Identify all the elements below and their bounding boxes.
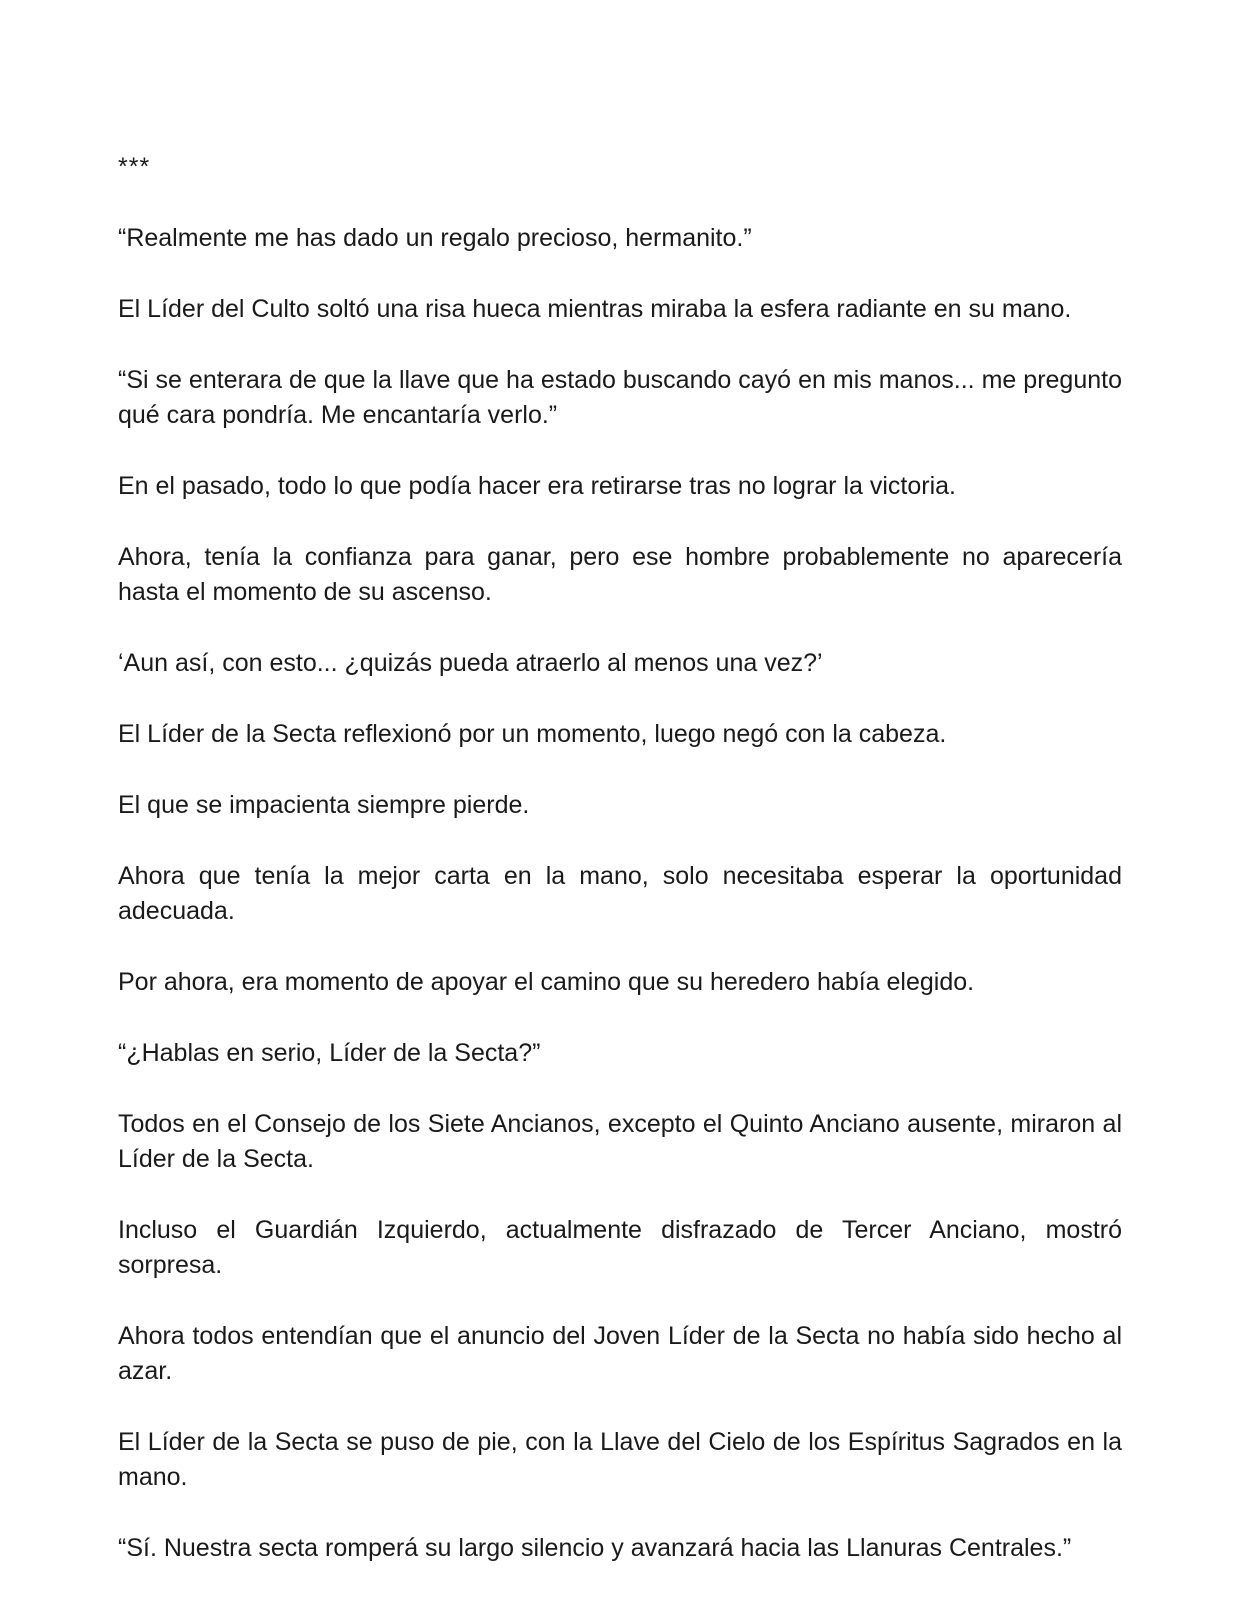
paragraph: El que se impacienta siempre pierde. xyxy=(118,791,530,819)
paragraph: En el pasado, todo lo que podía hacer era retirarse tras no lograr la victoria. xyxy=(118,472,956,500)
paragraph: Ahora que tenía la mejor carta en la mano, solo necesitaba esperar la oportunidad adecuada. xyxy=(118,862,1122,925)
paragraph: “Si se enterara de que la llave que ha estado buscando cayó en mis manos... me pregunto qué cara pondría. Me encantaría verlo.” xyxy=(118,366,1122,429)
paragraph: Ahora, tenía la confianza para ganar, pero ese hombre probablemente no aparecería hasta el momento de su ascenso. xyxy=(118,543,1122,606)
paragraph: Por ahora, era momento de apoyar el camino que su heredero había elegido. xyxy=(118,968,975,996)
paragraph: El Líder del Culto soltó una risa hueca mientras miraba la esfera radiante en su mano. xyxy=(118,295,1072,323)
document-body xyxy=(118,150,1122,1602)
paragraph: Todos en el Consejo de los Siete Ancianos, excepto el Quinto Anciano ausente, miraron al Líder de la Secta. xyxy=(118,1110,1122,1173)
paragraph: Ahora todos entendían que el anuncio del Joven Líder de la Secta no había sido hecho al azar. xyxy=(118,1322,1122,1385)
paragraph: “¿Hablas en serio, Líder de la Secta?” xyxy=(118,1039,541,1067)
paragraph: Incluso el Guardián Izquierdo, actualmente disfrazado de Tercer Anciano, mostró sorpresa. xyxy=(118,1216,1122,1279)
paragraph: “Sí. Nuestra secta romperá su largo silencio y avanzará hacia las Llanuras Centrales.” xyxy=(118,1534,1072,1562)
scene-separator: *** xyxy=(118,153,151,181)
paragraph: “Realmente me has dado un regalo precioso, hermanito.” xyxy=(118,224,752,252)
paragraph: ‘Aun así, con esto... ¿quizás pueda atraerlo al menos una vez?’ xyxy=(118,649,823,677)
paragraph: El Líder de la Secta reflexionó por un momento, luego negó con la cabeza. xyxy=(118,720,947,748)
paragraph: El Líder de la Secta se puso de pie, con la Llave del Cielo de los Espíritus Sagrados en la mano. xyxy=(118,1428,1122,1491)
